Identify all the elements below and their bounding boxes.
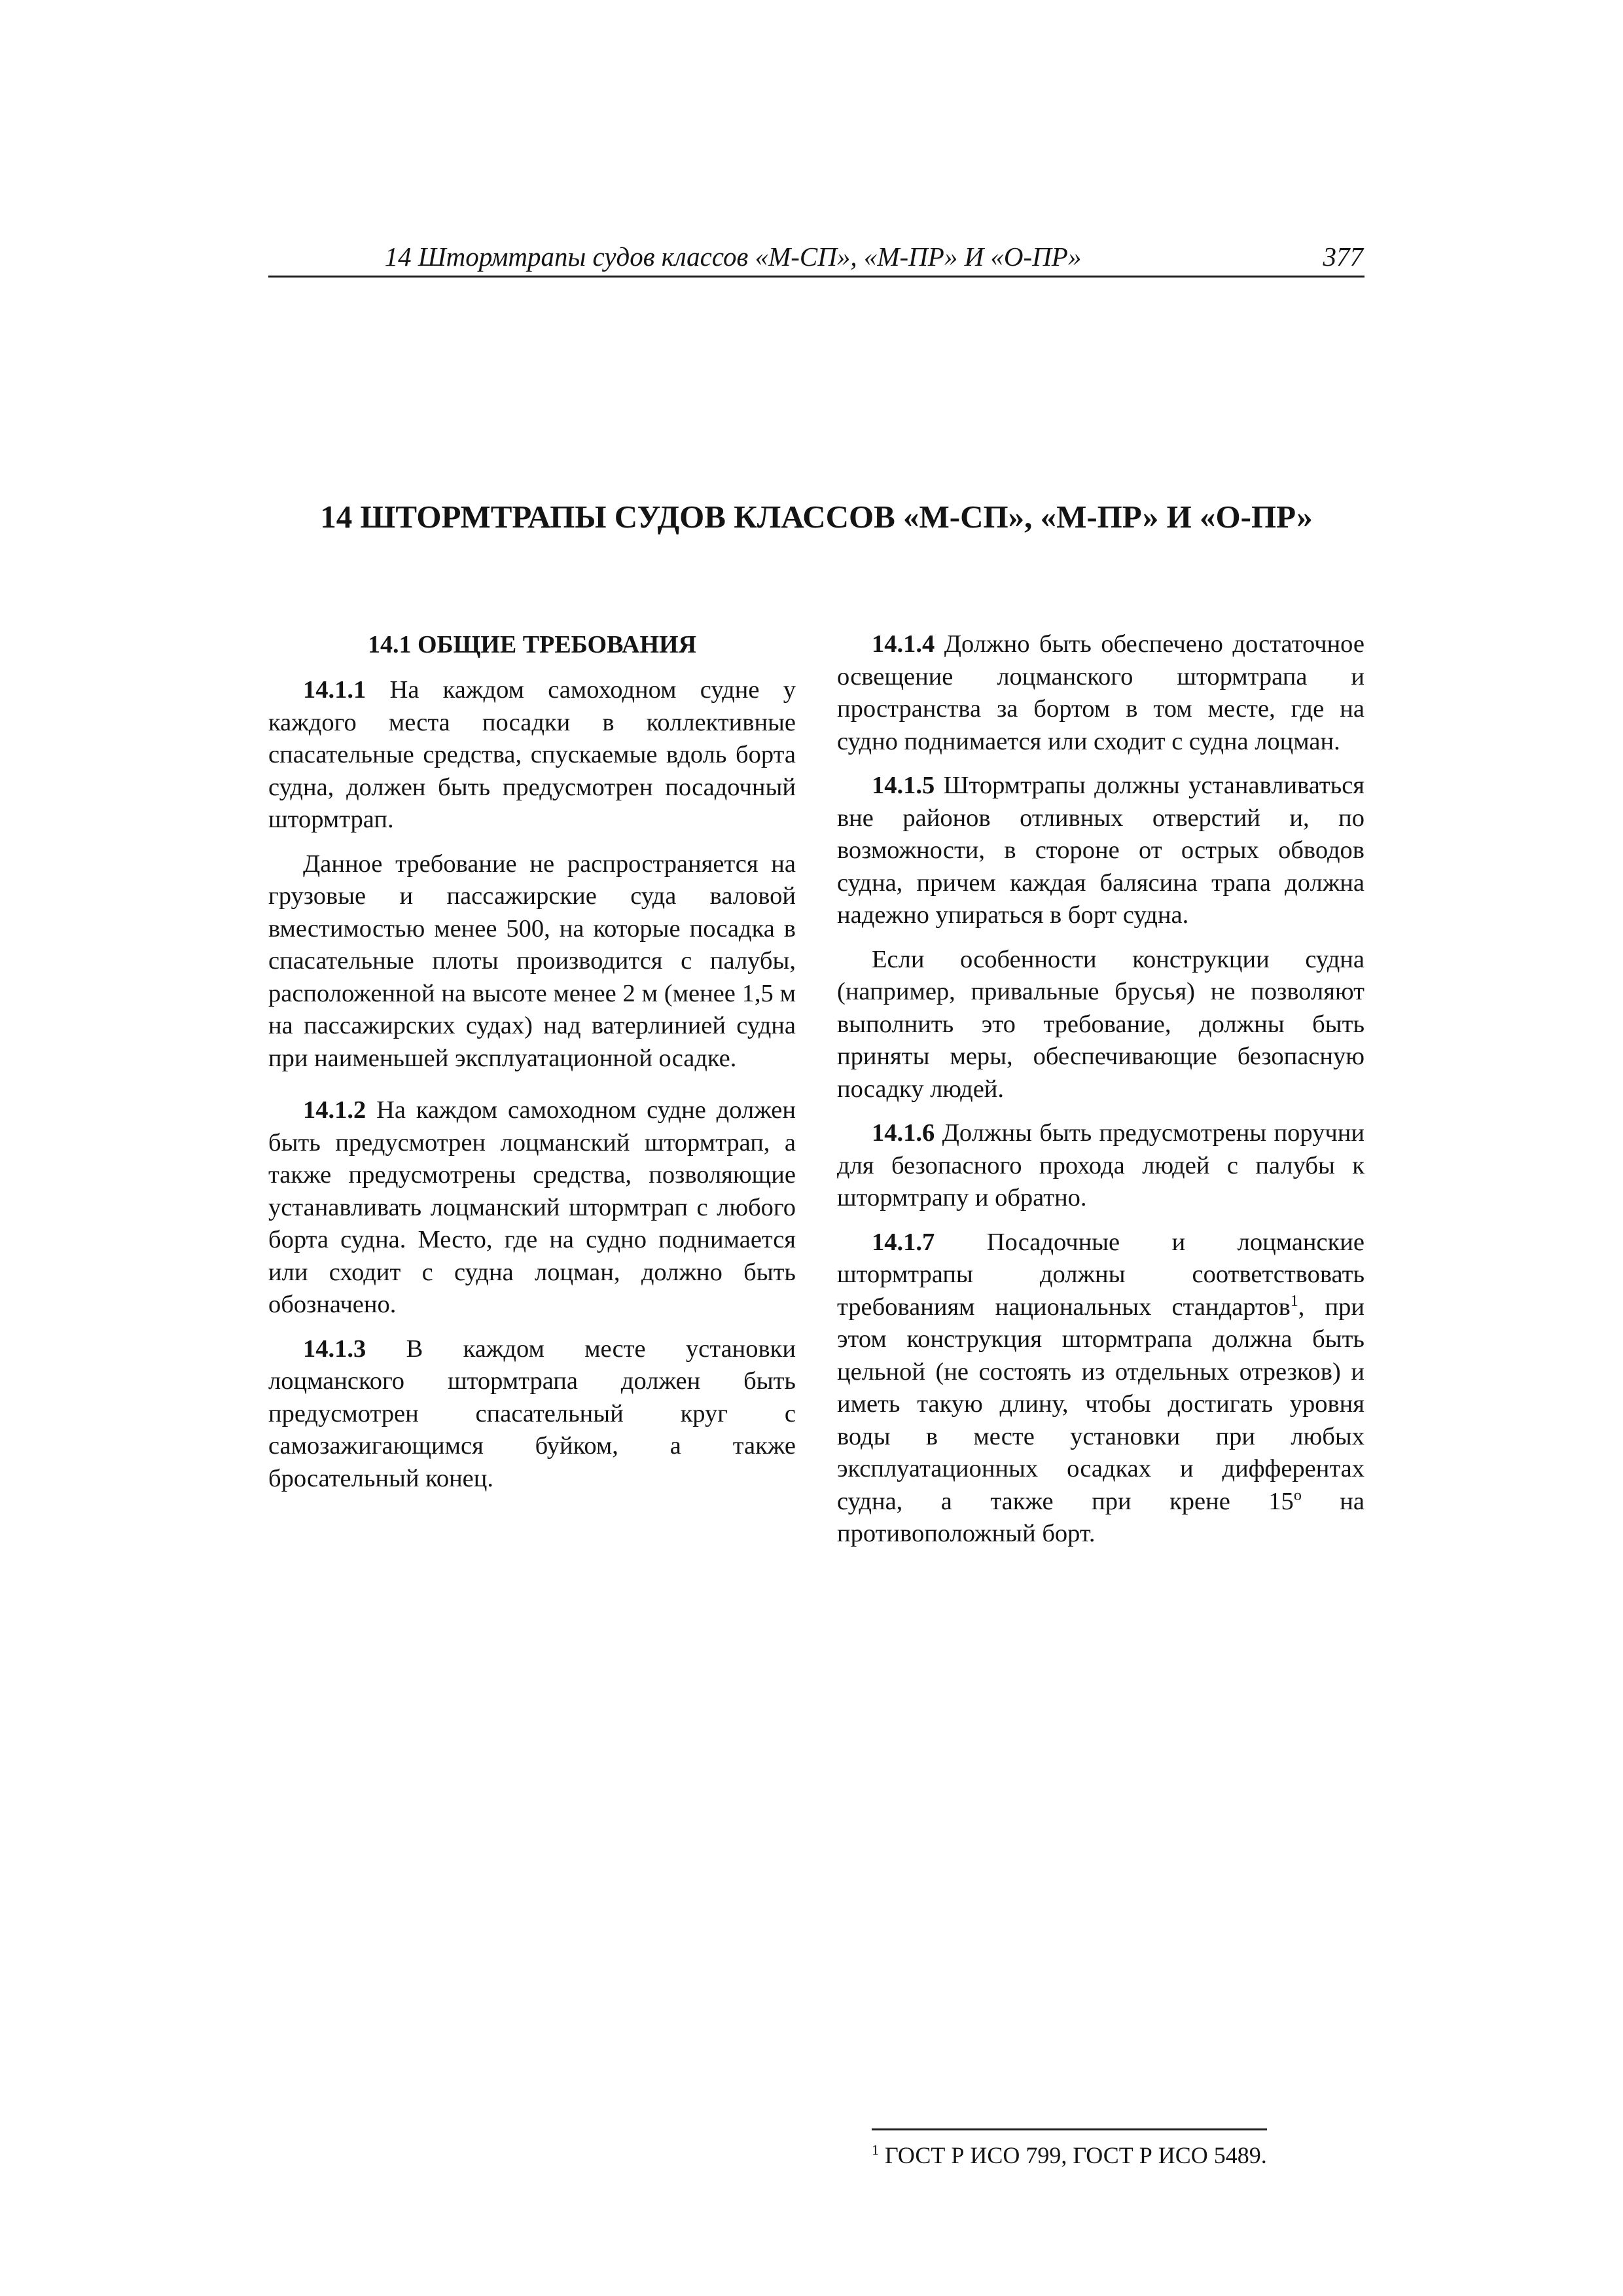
paragraph-text: Данное требование не распространяется на грузовые и пассажирские суда валовой вместимостью менее 500, на которые посадка в спасательные плоты производится с палубы, расположенной на высоте менее 2 м (менее 1,5 м на пассажирских судах) над ватерлинией судна при наименьшей эксплуатационной осадке. — [268, 850, 796, 1072]
paragraph-14-1-5-note — [837, 944, 1364, 1106]
paragraph-14-1-2 — [268, 1094, 796, 1321]
right-column — [837, 628, 1364, 1562]
footnote — [872, 2140, 1267, 2170]
degree-sign: o — [1293, 1486, 1302, 1504]
paragraph-text: Посадочные и лоцманские штормтрапы должны соответствовать требованиям национальных стандартов — [837, 1228, 1364, 1321]
paragraph-text: В каждом месте установки лоцманского штормтрапа должен быть предусмотрен спасательный круг с самозажигающимся буйком, а также бросательный конец. — [268, 1335, 796, 1492]
section-title: 14.1 ОБЩИЕ ТРЕБОВАНИЯ — [367, 631, 697, 658]
paragraph-14-1-4 — [837, 628, 1364, 758]
footnote-text: ГОСТ Р ИСО 799, ГОСТ Р ИСО 5489. — [879, 2142, 1267, 2168]
paragraph-text: Должны быть предусмотрены поручни для безопасного прохода людей с палубы к штормтрапу и обратно. — [837, 1119, 1364, 1211]
paragraph-text: На каждом самоходном судне должен быть предусмотрен лоцманский штормтрап, а также предусмотрены средства, позволяющие устанавливать лоцманский штормтрап с любого борта судна. Место, где на судно поднимается или сходит с судна лоцман, должно быть обозначено. — [268, 1096, 796, 1318]
clause-number: 14.1.7 — [872, 1228, 935, 1256]
paragraph-14-1-6 — [837, 1117, 1364, 1215]
footnote-separator — [872, 2128, 1267, 2130]
paragraph-text: Должно быть обеспечено достаточное освещение лоцманского штормтрапа и пространства за бортом в том месте, где на судно поднимается или сходит с судна лоцман. — [837, 630, 1364, 755]
running-header — [268, 238, 1364, 278]
paragraph-14-1-1 — [268, 674, 796, 836]
paragraph-14-1-3 — [268, 1333, 796, 1496]
chapter-title: 14 ШТОРМТРАПЫ СУДОВ КЛАССОВ «М-СП», «М-ПР» И «О-ПР» — [320, 499, 1313, 535]
clause-number: 14.1.5 — [872, 772, 935, 799]
paragraph-14-1-1-note — [268, 848, 796, 1075]
paragraph-text: на противоположный борт. — [837, 1487, 1364, 1547]
footnote-reference: 1 — [1290, 1292, 1298, 1310]
clause-number: 14.1.3 — [303, 1335, 366, 1363]
running-title: 14 Штормтрапы судов классов «М-СП», «М-ПР» И «О-ПР» — [384, 242, 1082, 272]
paragraph-14-1-7 — [837, 1227, 1364, 1551]
paragraph-14-1-5 — [837, 770, 1364, 932]
clause-number: 14.1.2 — [303, 1096, 366, 1124]
left-column — [268, 628, 796, 1507]
clause-number: 14.1.6 — [872, 1119, 935, 1147]
paragraph-text: На каждом самоходном судне у каждого места посадки в коллективные спасательные средства, спускаемые вдоль борта судна, должен быть предусмотрен посадочный штормтрап. — [268, 676, 796, 833]
page-number: 377 — [1323, 242, 1363, 272]
paragraph-text: Если особенности конструкции судна (например, привальные брусья) не позволяют выполнить это требование, должны быть приняты меры, обеспечивающие безопасную посадку людей. — [837, 945, 1364, 1103]
paragraph-text: Штормтрапы должны устанавливаться вне районов отливных отверстий и, по возможности, в стороне от острых обводов судна, причем каждая балясина трапа должна надежно упираться в борт судна. — [837, 772, 1364, 929]
clause-number: 14.1.4 — [872, 630, 935, 658]
footnote-mark: 1 — [872, 2142, 879, 2158]
paragraph-text: , при этом конструкция штормтрапа должна быть цельной (не состоять из отдельных отрезков) и иметь такую длину, чтобы достигать уровня воды в месте установки при любых эксплуатационных осадках и дифферентах судна, а также при крене 15 — [837, 1293, 1364, 1515]
clause-number: 14.1.1 — [303, 676, 366, 704]
